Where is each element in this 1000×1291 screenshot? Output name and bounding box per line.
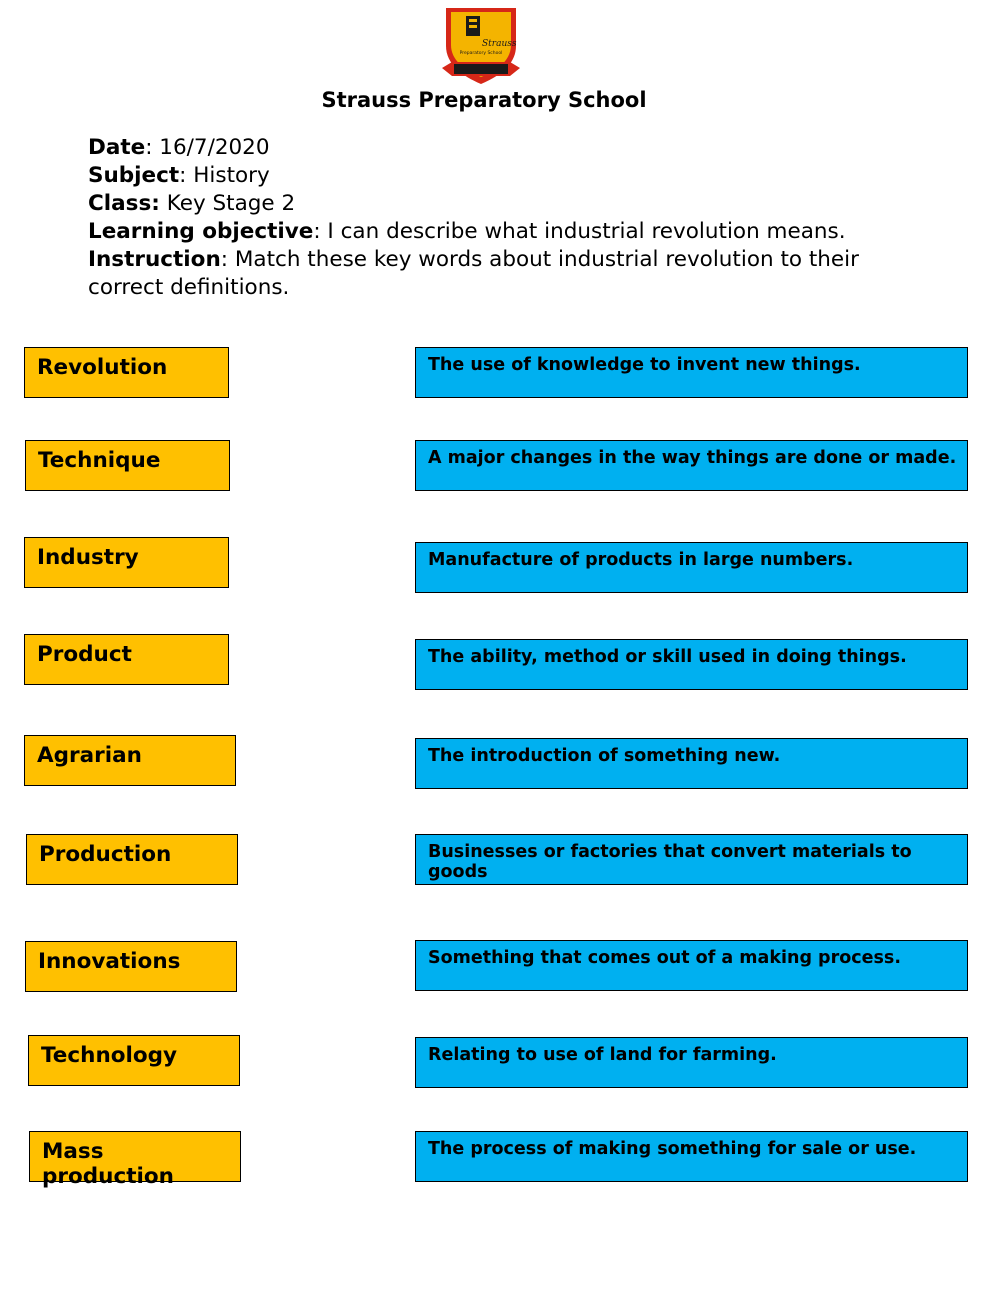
term-box-revolution[interactable]: Revolution [24, 347, 229, 398]
instruction-row [88, 246, 878, 302]
definition-box-1[interactable]: The use of knowledge to invent new things. [415, 347, 968, 398]
definition-box-9[interactable]: The process of making something for sale or use. [415, 1131, 968, 1182]
subject-value: : History [179, 163, 270, 188]
school-crest-logo [438, 2, 524, 88]
date-row [88, 134, 878, 162]
term-box-technique[interactable]: Technique [25, 440, 230, 491]
term-box-innovations[interactable]: Innovations [25, 941, 237, 992]
instruction-label: Instruction [88, 247, 221, 272]
objective-label: Learning objective [88, 219, 314, 244]
objective-value: : I can describe what industrial revolution means. [313, 219, 846, 244]
definition-box-5[interactable]: The introduction of something new. [415, 738, 968, 789]
class-value: Key Stage 2 [159, 191, 296, 216]
definition-box-7[interactable]: Something that comes out of a making process. [415, 940, 968, 991]
definition-box-8[interactable]: Relating to use of land for farming. [415, 1037, 968, 1088]
logo-subtext: Preparatory School [459, 51, 503, 56]
definition-box-3[interactable]: Manufacture of products in large numbers. [415, 542, 968, 593]
term-box-agrarian[interactable]: Agrarian [24, 735, 236, 786]
date-value: : 16/7/2020 [145, 135, 270, 160]
term-box-technology[interactable]: Technology [28, 1035, 240, 1086]
school-name: Strauss Preparatory School [321, 88, 647, 112]
definition-box-2[interactable]: A major changes in the way things are done or made. [415, 440, 968, 491]
worksheet-info [88, 134, 878, 302]
term-box-product[interactable]: Product [24, 634, 229, 685]
date-label: Date [88, 135, 146, 160]
instruction-value: : Match these key words about industrial revolution to their correct definitions. [88, 247, 859, 300]
definition-box-4[interactable]: The ability, method or skill used in doing things. [415, 639, 968, 690]
term-box-mass-production[interactable]: Mass production [29, 1131, 241, 1182]
objective-row [88, 218, 878, 246]
subject-row [88, 162, 878, 190]
term-box-production[interactable]: Production [26, 834, 238, 885]
subject-label: Subject [88, 163, 180, 188]
definition-box-6[interactable]: Businesses or factories that convert materials to goods [415, 834, 968, 885]
class-label: Class: [88, 191, 160, 216]
class-row [88, 190, 878, 218]
logo-text: Strauss [482, 39, 517, 49]
term-box-industry[interactable]: Industry [24, 537, 229, 588]
